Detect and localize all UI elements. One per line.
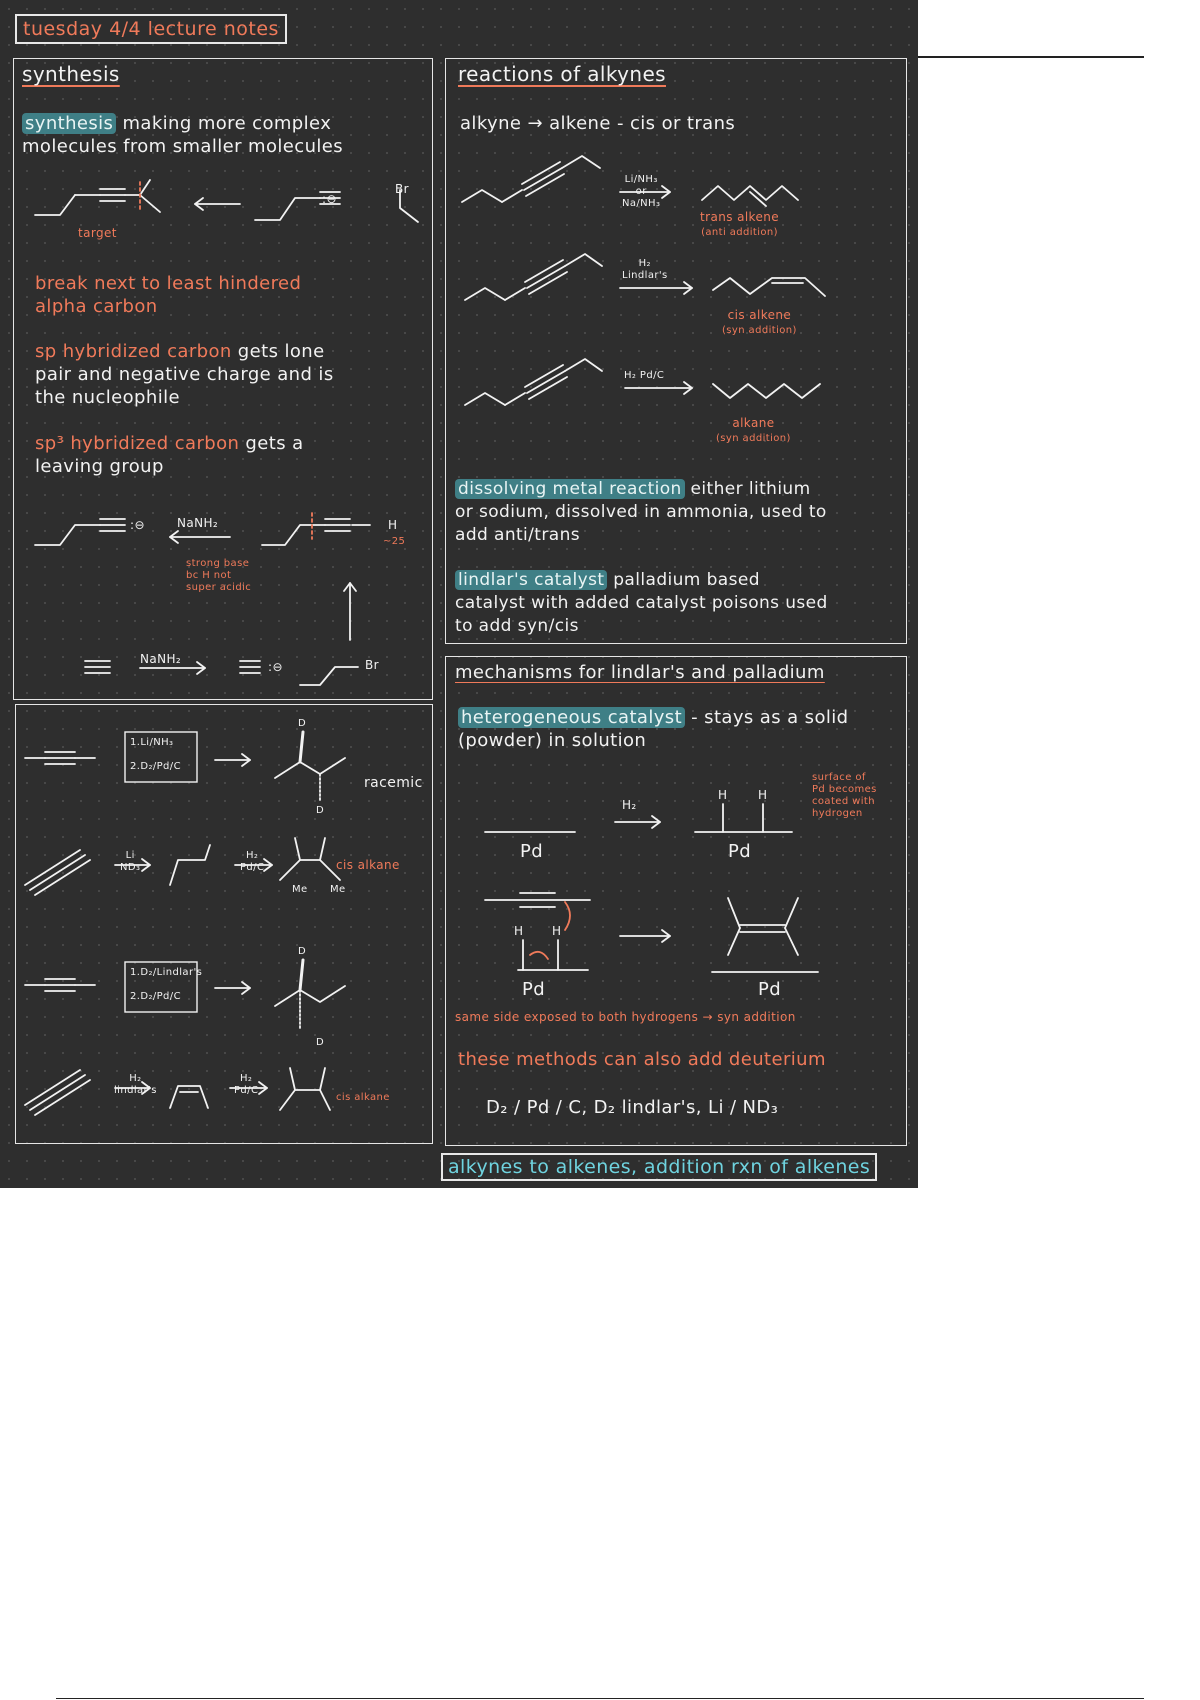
pd-label-3: Pd [522, 979, 546, 1000]
nanh2-label-b: NaNH₂ [140, 652, 182, 666]
strong-base-line2: bc H not [186, 570, 232, 581]
lindlar-text-3: to add syn/cis [455, 616, 579, 636]
br-label-b: Br [365, 658, 379, 672]
acetylide-alkylation-structure [80, 575, 420, 695]
me-label-1: Me [292, 884, 308, 895]
target-label: target [78, 226, 117, 240]
strong-base-line3: super acidic [186, 582, 252, 593]
synthesis-note-1 [35, 272, 301, 318]
syn-addition-note: same side exposed to both hydrogens → syn addition [455, 1010, 796, 1024]
note-2-text-a: gets lone [231, 341, 325, 362]
dmr-term: dissolving metal reaction [455, 479, 685, 499]
nd3-label: ND₃ [120, 862, 141, 873]
synthesis-note-2 [35, 340, 334, 409]
deuteration-examples-structures [20, 710, 420, 1140]
dmr-text-1: either lithium [684, 479, 811, 499]
box2-line2: 2.D₂/Pd/C [130, 991, 181, 1002]
r2-product [722, 308, 797, 337]
carbanion-colon-c: :⊖ [268, 660, 283, 674]
het-text-2: (powder) in solution [458, 730, 647, 751]
r3-product-note: (syn addition) [716, 433, 791, 444]
r2-product-note: (syn addition) [722, 325, 797, 336]
r1-reagent-or: or [635, 186, 647, 197]
d2-pdc-reagent-b [234, 1073, 258, 1097]
racemic-label: racemic [364, 775, 423, 791]
pka-label: ~25 [383, 536, 406, 547]
h2-lindlar-reagent [114, 1073, 157, 1097]
surface-line3: coated with [812, 796, 875, 807]
deprotonation-structure [30, 505, 410, 565]
br-label: Br [395, 182, 409, 196]
lindlars-label: lindlar's [114, 1085, 157, 1096]
r1-reagents [622, 174, 660, 210]
synthesis-term: synthesis [22, 113, 116, 134]
h-label-3: H [514, 924, 524, 938]
pd-surface-mechanism-structures [480, 780, 820, 980]
note-3-term: sp³ hybridized carbon [35, 433, 240, 454]
surface-note [812, 772, 877, 820]
lindlar-text-2: catalyst with added catalyst poisons used [455, 593, 828, 613]
note-3-text-b: leaving group [35, 456, 164, 477]
surface-line2: Pd becomes [812, 784, 877, 795]
lindlar-text-1: palladium based [607, 570, 760, 590]
r1-reagent-a: Li/NH₃ [624, 174, 658, 185]
note-2-term: sp hybridized carbon [35, 341, 232, 362]
d2-label: H₂ [246, 850, 259, 861]
d-label-1: D [298, 718, 307, 729]
het-text-1: - stays as a solid [685, 707, 849, 728]
alkyne-reactions-heading: reactions of alkynes [458, 62, 666, 86]
synthesis-definition [22, 112, 343, 158]
mechanisms-heading: mechanisms for lindlar's and palladium [455, 662, 825, 683]
r1-product-note: (anti addition) [701, 227, 778, 238]
d2-pdc-reagent [240, 850, 264, 874]
synthesis-note-3 [35, 432, 304, 478]
alkyne-reactions-subheading: alkyne → alkene - cis or trans [460, 113, 736, 134]
note-1-line1: break next to least hindered [35, 273, 302, 294]
r1-reagent-b: Na/NH₃ [622, 198, 661, 209]
pd-label-4: Pd [758, 979, 782, 1000]
cis-alkane-label-2: cis alkane [336, 1092, 390, 1103]
r2-reagents [622, 258, 668, 282]
d-label-4: D [316, 1037, 325, 1048]
lindlar-term: lindlar's catalyst [455, 570, 607, 590]
dissolving-metal-note [455, 478, 827, 547]
box2-line1: 1.D₂/Lindlar's [130, 967, 203, 978]
pd-label-1: Pd [520, 841, 544, 862]
d2-label-b: H₂ [240, 1073, 253, 1084]
carbanion-colon-b: :⊖ [130, 518, 145, 532]
dmr-text-3: add anti/trans [455, 525, 581, 545]
heterogeneous-note [458, 706, 849, 752]
h2-label: H₂ [622, 798, 637, 812]
note-3-text-a: gets a [239, 433, 304, 454]
strong-base-line1: strong base [186, 558, 250, 569]
r1-product [700, 210, 779, 239]
r2-reagent-b: Lindlar's [622, 270, 668, 281]
d-label-3: D [298, 946, 307, 957]
h-label: H [388, 518, 398, 532]
note-2-text-c: the nucleophile [35, 387, 180, 408]
dmr-text-2: or sodium, dissolved in ammonia, used to [455, 502, 827, 522]
note-2-text-b: pair and negative charge and is [35, 364, 334, 385]
pdc-label: Pd/C [240, 862, 265, 873]
page-title: tuesday 4/4 lecture notes [15, 14, 287, 44]
li-nd3-reagent [120, 850, 140, 874]
example-box-2 [130, 967, 202, 1003]
note-1-line2: alpha carbon [35, 296, 158, 317]
page-divider-bottom [56, 1698, 1144, 1699]
deuterium-reagents: D₂ / Pd / C, D₂ lindlar's, Li / ND₃ [486, 1097, 779, 1118]
synthesis-def-line1: making more complex [122, 113, 332, 134]
surface-line4: hydrogen [812, 808, 863, 819]
page-divider-top [918, 56, 1144, 58]
h2-label-b: H₂ [129, 1073, 142, 1084]
heterogeneous-term: heterogeneous catalyst [458, 707, 685, 728]
nanh2-label: NaNH₂ [177, 516, 219, 530]
r3-product [716, 416, 791, 445]
carbanion-colon: :⊖ [322, 192, 337, 206]
box1-line1: 1.Li/NH₃ [130, 737, 174, 748]
box1-line2: 2.D₂/Pd/C [130, 761, 181, 772]
deuterium-note: these methods can also add deuterium [458, 1049, 826, 1070]
d-label-2: D [316, 805, 325, 816]
me-label-2: Me [330, 884, 346, 895]
r3-reagent: H₂ Pd/C [624, 370, 665, 381]
example-box-1 [130, 737, 181, 773]
footer-title: alkynes to alkenes, addition rxn of alkenes [441, 1153, 877, 1181]
h-label-1: H [718, 788, 728, 802]
synthesis-def-line2: molecules from smaller molecules [22, 136, 344, 157]
r2-product-name: cis alkene [727, 308, 792, 322]
lindlar-note [455, 569, 828, 638]
r2-reagent-a: H₂ [638, 258, 651, 269]
h-label-4: H [552, 924, 562, 938]
cis-alkane-label-1: cis alkane [336, 858, 400, 872]
pdc-label-b: Pd/C [234, 1085, 259, 1096]
li-label: Li [125, 850, 135, 861]
h-label-2: H [758, 788, 768, 802]
r1-product-name: trans alkene [700, 210, 780, 224]
synthesis-heading: synthesis [22, 62, 120, 86]
surface-line1: surface of [812, 772, 866, 783]
pd-label-2: Pd [728, 841, 752, 862]
r3-product-name: alkane [732, 416, 775, 430]
